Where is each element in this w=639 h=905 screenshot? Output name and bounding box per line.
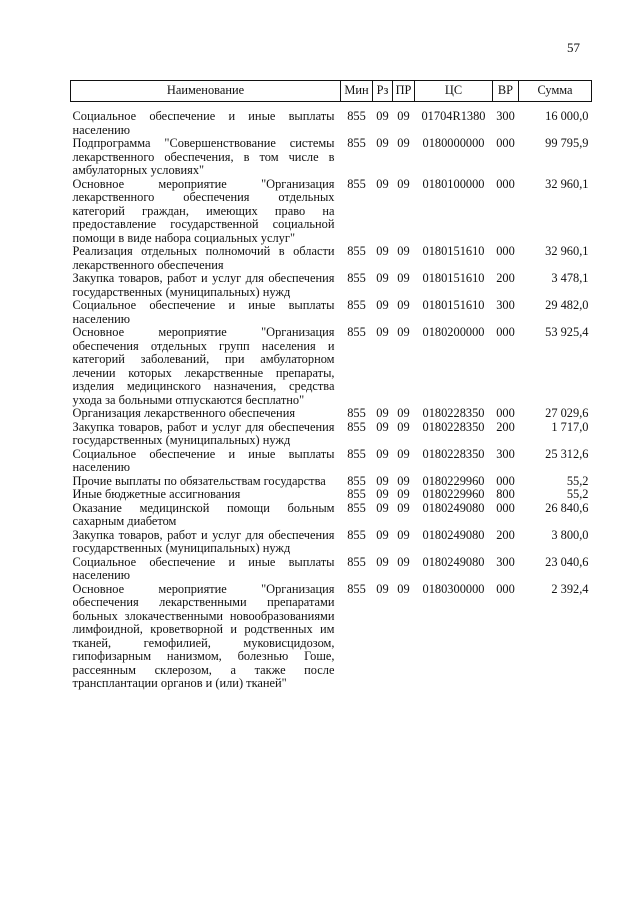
row-sum: 3 478,1 <box>551 271 589 285</box>
row-rz: 09 <box>376 419 389 434</box>
column-header-rz: Рз <box>373 81 393 102</box>
page-number: 57 <box>567 40 580 55</box>
row-cs: 0180249080 <box>422 500 485 515</box>
row-sum: 26 840,6 <box>545 500 589 515</box>
row-pr: 09 <box>397 500 410 515</box>
row-sum: 2 392,4 <box>551 581 589 596</box>
row-sum: 25 312,6 <box>545 446 589 461</box>
column-header-sum: Сумма <box>519 81 592 102</box>
row-pr: 09 <box>397 473 410 488</box>
table-row <box>71 421 592 448</box>
row-vr: 200 <box>496 419 515 434</box>
row-cs: 0180249080 <box>422 527 485 542</box>
row-sum: 32 960,1 <box>545 244 589 258</box>
row-pr: 09 <box>397 109 410 123</box>
row-pr: 09 <box>397 419 410 434</box>
row-name: Реализация отдельных полномочий в области лекарственного обеспечения <box>72 244 335 272</box>
table-row <box>71 502 592 529</box>
row-vr: 000 <box>496 581 515 596</box>
row-rz: 09 <box>376 487 389 501</box>
row-rz: 09 <box>376 500 389 515</box>
column-header-cs: ЦС <box>415 81 493 102</box>
row-vr: 000 <box>496 325 515 339</box>
row-rz: 09 <box>376 271 389 285</box>
row-vr: 800 <box>496 487 515 501</box>
row-sum: 53 925,4 <box>545 325 589 339</box>
row-rz: 09 <box>376 136 389 150</box>
row-pr: 09 <box>397 406 410 420</box>
column-header-pr: ПР <box>393 81 415 102</box>
row-cs: 0180151610 <box>422 298 485 312</box>
row-name: Закупка товаров, работ и услуг для обеспечения государственных (муниципальных) нужд <box>72 271 335 299</box>
row-min: 855 <box>347 419 366 434</box>
row-sum: 23 040,6 <box>545 554 589 569</box>
table-row <box>71 488 592 502</box>
row-pr: 09 <box>397 244 410 258</box>
row-sum: 55,2 <box>566 487 589 501</box>
row-rz: 09 <box>376 244 389 258</box>
row-vr: 200 <box>496 271 515 285</box>
row-name: Основное мероприятие "Организация обеспечения отдельных групп населения и категорий заболеваний, при амбулаторном лечении которых лекарственные препараты, изделия медицинского назначения, средства ухода за больными отпускаются бесплатно" <box>72 325 335 407</box>
row-min: 855 <box>347 271 366 285</box>
table-row <box>71 556 592 583</box>
row-rz: 09 <box>376 176 389 191</box>
row-rz: 09 <box>376 298 389 312</box>
row-name: Основное мероприятие "Организация лекарственного обеспечения отдельных категорий граждан, имеющих право на предоставление государственной социальной помощи в виде набора социальных услуг" <box>72 176 335 245</box>
row-rz: 09 <box>376 581 389 596</box>
row-pr: 09 <box>397 581 410 596</box>
row-rz: 09 <box>376 527 389 542</box>
row-min: 855 <box>347 446 366 461</box>
row-cs: 0180000000 <box>422 136 485 150</box>
table-row <box>71 245 592 272</box>
row-vr: 000 <box>496 406 515 420</box>
row-name: Закупка товаров, работ и услуг для обеспечения государственных (муниципальных) нужд <box>72 419 335 447</box>
row-name: Организация лекарственного обеспечения <box>72 406 296 420</box>
table-row <box>71 529 592 556</box>
row-cs: 0180228350 <box>422 419 485 434</box>
row-rz: 09 <box>376 473 389 488</box>
row-sum: 32 960,1 <box>545 176 589 191</box>
table-row <box>71 583 592 691</box>
row-rz: 09 <box>376 446 389 461</box>
row-name: Закупка товаров, работ и услуг для обеспечения государственных (муниципальных) нужд <box>72 527 335 555</box>
row-name: Основное мероприятие "Организация обеспечения лекарственными препаратами больных злокачественными новообразованиями лимфоидной, кроветворной и родственных им тканей, гемофилией, муковисцидозом, гипофизарным нанизмом, болезнью Гоше, рассеянным склерозом, а также после трансплантации органов и (или) тканей" <box>72 581 335 690</box>
row-vr: 300 <box>496 298 515 312</box>
column-header-min: Мин <box>341 81 373 102</box>
row-sum: 27 029,6 <box>545 406 589 420</box>
row-name: Оказание медицинской помощи больным сахарным диабетом <box>72 500 335 528</box>
row-cs: 0180228350 <box>422 446 485 461</box>
row-min: 855 <box>347 176 366 191</box>
row-min: 855 <box>347 473 366 488</box>
row-cs: 01704R1380 <box>421 109 486 123</box>
row-cs: 0180229960 <box>422 487 485 501</box>
row-vr: 000 <box>496 500 515 515</box>
row-min: 855 <box>347 136 366 150</box>
row-pr: 09 <box>397 271 410 285</box>
column-header-name: Наименование <box>71 81 341 102</box>
row-sum: 55,2 <box>566 473 589 488</box>
row-vr: 000 <box>496 136 515 150</box>
row-min: 855 <box>347 554 366 569</box>
table-row <box>71 448 592 475</box>
row-pr: 09 <box>397 527 410 542</box>
table-row <box>71 326 592 407</box>
row-min: 855 <box>347 298 366 312</box>
row-name: Социальное обеспечение и иные выплаты населению <box>72 109 335 137</box>
row-cs: 0180228350 <box>422 406 485 420</box>
table-row <box>71 102 592 138</box>
row-pr: 09 <box>397 325 410 339</box>
row-name: Подпрограмма "Совершенствование системы лекарственного обеспечения, в том числе в амбулаторных условиях" <box>72 136 335 177</box>
table-row <box>71 299 592 326</box>
table-row <box>71 475 592 489</box>
row-vr: 000 <box>496 176 515 191</box>
row-cs: 0180249080 <box>422 554 485 569</box>
row-min: 855 <box>347 325 366 339</box>
row-vr: 300 <box>496 554 515 569</box>
row-name: Прочие выплаты по обязательствам государства <box>72 473 326 488</box>
row-min: 855 <box>347 487 366 501</box>
row-min: 855 <box>347 109 366 123</box>
row-min: 855 <box>347 500 366 515</box>
row-cs: 0180229960 <box>422 473 485 488</box>
row-pr: 09 <box>397 176 410 191</box>
row-pr: 09 <box>397 446 410 461</box>
row-rz: 09 <box>376 325 389 339</box>
row-cs: 0180300000 <box>422 581 485 596</box>
row-pr: 09 <box>397 298 410 312</box>
table-header-row <box>71 81 592 102</box>
row-pr: 09 <box>397 136 410 150</box>
row-min: 855 <box>347 527 366 542</box>
table-row <box>71 272 592 299</box>
row-min: 855 <box>347 244 366 258</box>
row-name: Социальное обеспечение и иные выплаты населению <box>72 298 335 326</box>
row-sum: 29 482,0 <box>545 298 589 312</box>
table-row <box>71 407 592 421</box>
row-vr: 000 <box>496 473 515 488</box>
row-cs: 0180151610 <box>422 271 485 285</box>
row-pr: 09 <box>397 554 410 569</box>
row-name: Социальное обеспечение и иные выплаты населению <box>72 446 335 474</box>
row-pr: 09 <box>397 487 410 501</box>
row-min: 855 <box>347 581 366 596</box>
table-row <box>71 178 592 246</box>
column-header-vr: ВР <box>493 81 519 102</box>
row-rz: 09 <box>376 554 389 569</box>
row-vr: 300 <box>496 109 515 123</box>
table-row <box>71 137 592 178</box>
row-vr: 000 <box>496 244 515 258</box>
row-name: Иные бюджетные ассигнования <box>72 487 241 501</box>
row-rz: 09 <box>376 109 389 123</box>
row-name: Социальное обеспечение и иные выплаты населению <box>72 554 335 582</box>
row-sum: 3 800,0 <box>551 527 589 542</box>
row-sum: 1 717,0 <box>551 419 589 434</box>
row-sum: 16 000,0 <box>545 109 589 123</box>
row-sum: 99 795,9 <box>545 136 589 150</box>
table-body <box>71 102 592 691</box>
row-vr: 200 <box>496 527 515 542</box>
row-cs: 0180151610 <box>422 244 485 258</box>
row-rz: 09 <box>376 406 389 420</box>
budget-table <box>70 80 592 691</box>
row-cs: 0180100000 <box>422 176 485 191</box>
row-vr: 300 <box>496 446 515 461</box>
row-cs: 0180200000 <box>422 325 485 339</box>
row-min: 855 <box>347 406 366 420</box>
